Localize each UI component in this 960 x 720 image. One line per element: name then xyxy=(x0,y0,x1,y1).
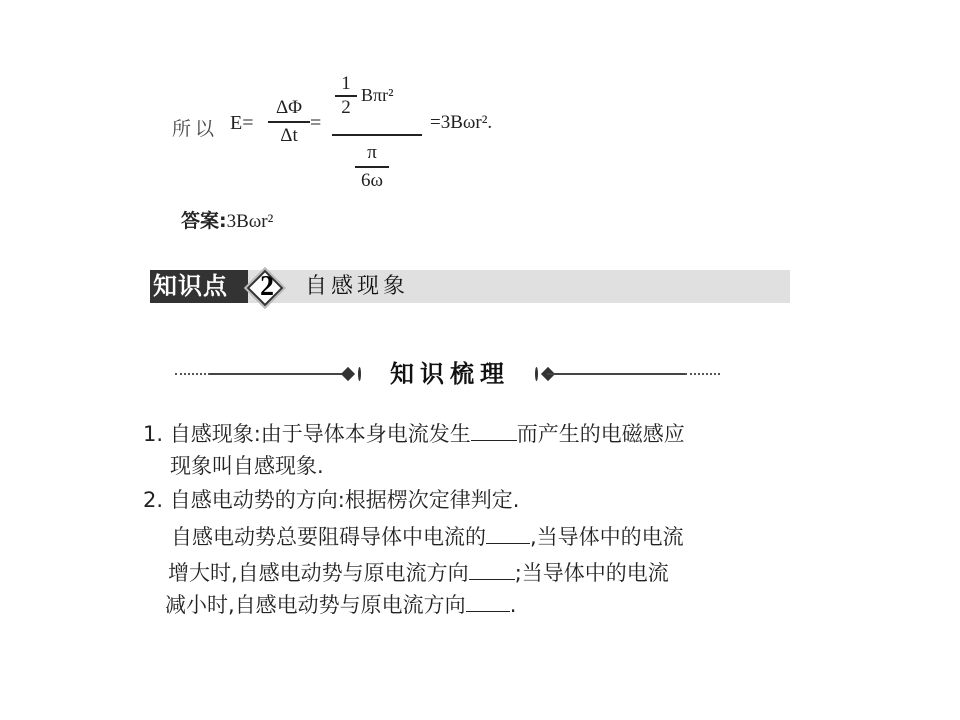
answer xyxy=(181,206,273,233)
fraction-half xyxy=(335,74,357,118)
text: 而产生的电磁感应 xyxy=(516,422,685,446)
text: ,当导体中的电流 xyxy=(530,525,684,549)
section-banner xyxy=(150,270,790,303)
fraction-dphi-dt xyxy=(268,97,310,147)
half-denominator: 2 xyxy=(341,96,351,118)
formula-result: =3Bωr². xyxy=(430,112,493,133)
answer-label: 答案: xyxy=(181,210,227,232)
fraction-numerator: ΔΦ xyxy=(275,97,303,118)
item-1-line-1 xyxy=(143,420,685,446)
diamond-left-icon xyxy=(341,367,355,381)
fraction-denominator: Δt xyxy=(280,124,298,146)
knowledge-header-title: 知识梳理 xyxy=(390,360,510,388)
text: 减小时,自感电动势与原电流方向 xyxy=(165,593,466,617)
fraction-bar xyxy=(268,121,310,123)
formula-prefix: 所以 xyxy=(172,119,219,140)
formula-lhs: E= xyxy=(230,112,254,134)
b-pi-r-squared: Bπr² xyxy=(361,85,394,105)
tick-left-icon xyxy=(358,367,361,381)
half-numerator: 1 xyxy=(341,73,351,94)
text: . xyxy=(509,593,517,617)
fill-blank-2[interactable] xyxy=(486,523,530,544)
six-omega-denominator: 6ω xyxy=(360,169,383,191)
line-left xyxy=(210,373,350,375)
text: 1. 自感现象:由于导体本身电流发生 xyxy=(143,422,471,446)
item-2-line-1: 2. 自感电动势的方向:根据楞次定律判定. xyxy=(143,488,520,512)
line-right xyxy=(547,373,685,375)
section-title: 自感现象 xyxy=(305,274,410,299)
equals-sign: = xyxy=(310,112,322,134)
dotted-line-right xyxy=(685,373,720,375)
fraction-pi-6omega xyxy=(355,142,389,192)
section-number: 2 xyxy=(260,271,274,302)
text: 自感电动势总要阻碍导体中电流的 xyxy=(171,525,486,549)
fill-blank-1[interactable] xyxy=(471,420,517,441)
big-fraction-bar xyxy=(332,134,422,136)
item-2-line-2 xyxy=(171,523,684,549)
text: 增大时,自感电动势与原电流方向 xyxy=(168,561,469,585)
fraction-bar xyxy=(355,166,389,168)
fill-blank-4[interactable] xyxy=(466,591,510,612)
section-tag: 知识点 xyxy=(150,270,248,303)
item-2-line-4 xyxy=(165,591,516,617)
answer-value: 3Bωr² xyxy=(226,211,274,232)
formula xyxy=(172,73,552,191)
dotted-line-left xyxy=(175,373,210,375)
big-fraction-numerator xyxy=(335,74,425,120)
item-2-line-3 xyxy=(168,559,669,585)
item-1-line-2: 现象叫自感现象. xyxy=(170,454,324,478)
tick-right-icon xyxy=(535,367,538,381)
knowledge-header xyxy=(175,360,720,390)
fill-blank-3[interactable] xyxy=(469,559,515,580)
text: ;当导体中的电流 xyxy=(514,561,669,585)
pi-numerator: π xyxy=(367,142,377,163)
